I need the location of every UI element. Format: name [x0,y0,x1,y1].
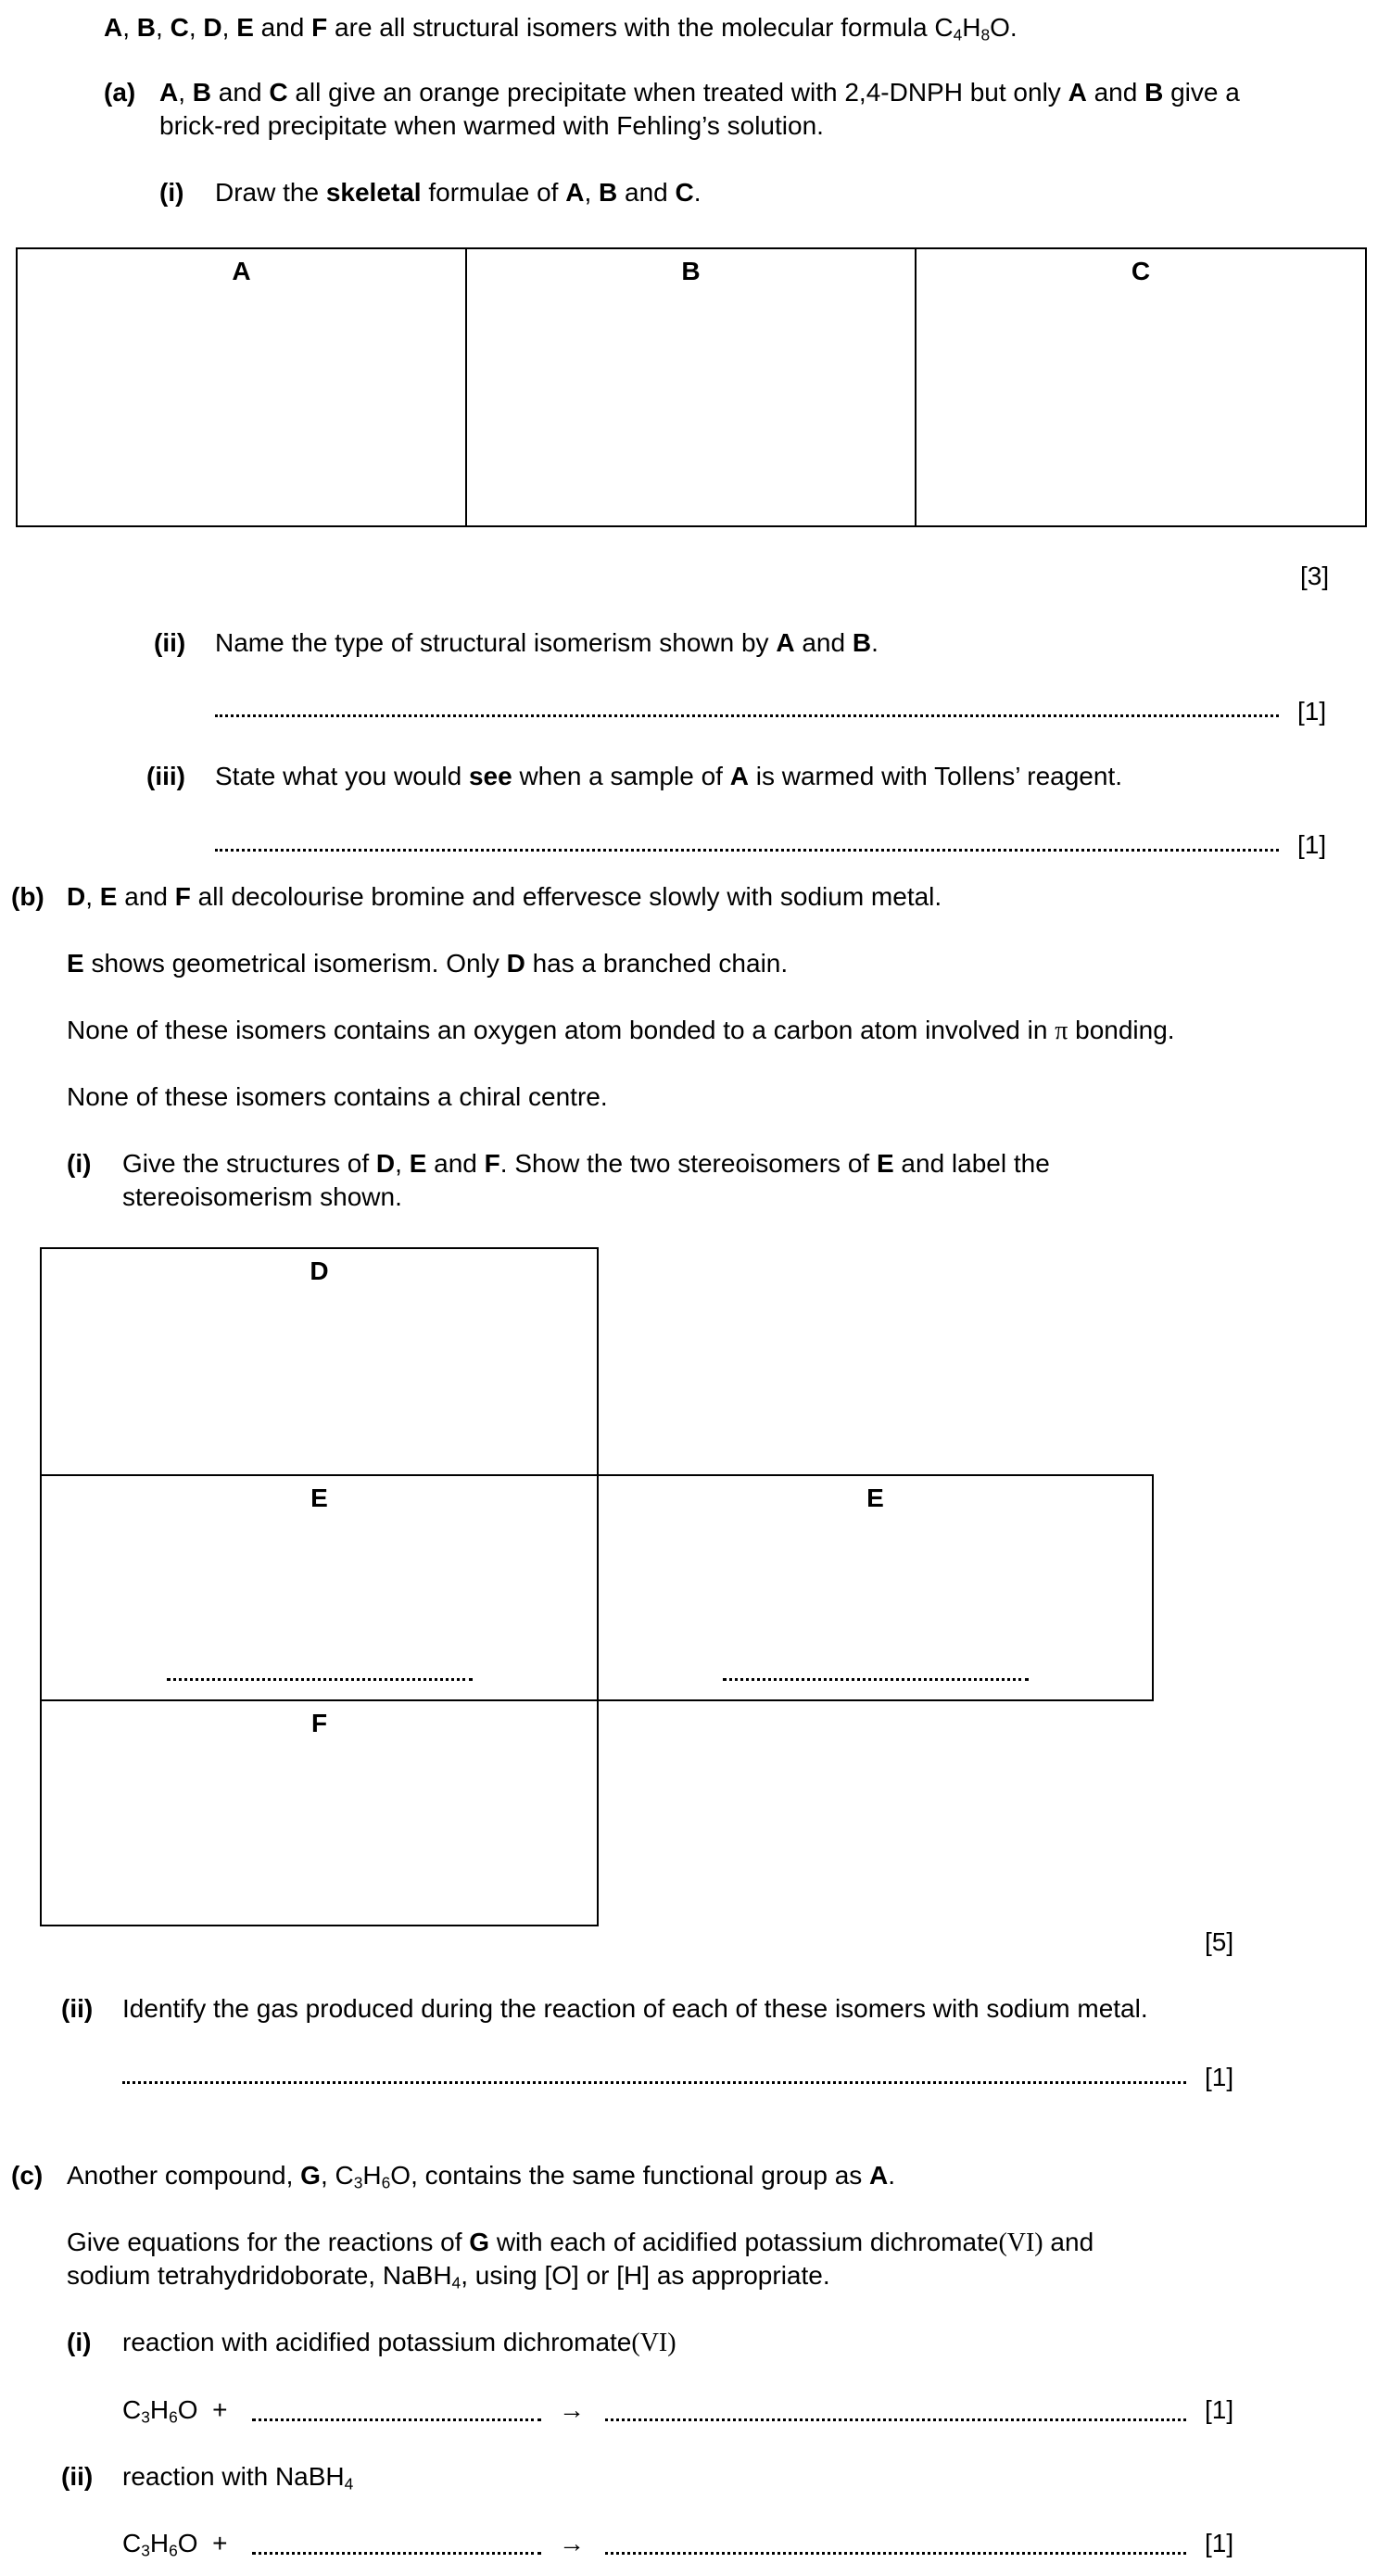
mark-a-i: [3] [1300,562,1330,590]
part-c-line2: Give equations for the reactions of G with each of acidified potassium dichromate(VI) and [67,2228,1094,2257]
mark-a-iii: [1] [1297,830,1327,859]
part-b-line4: None of these isomers contains a chiral centre. [67,1082,608,1111]
part-b-line1: D, E and F all decolourise bromine and effervesce slowly with sodium metal. [67,882,942,911]
equation-c-ii-reactant: $C_3H_6O$ + [122,2529,228,2560]
part-a-line1: A, B and C all give an orange precipitate when treated with 2,4-DNPH but only A and B give a [159,78,1240,107]
box-label-b: B [681,257,701,285]
answer-line-a-iii[interactable] [215,849,1279,852]
answer-line-c-ii-reagent[interactable] [252,2552,541,2555]
box-label-f: F [310,1709,328,1737]
mark-b-ii: [1] [1205,2063,1234,2091]
mark-c-i: [1] [1205,2395,1234,2424]
part-b-ii-question: Identify the gas produced during the reaction of each of these isomers with sodium metal. [122,1994,1148,2023]
mark-a-ii: [1] [1297,697,1327,726]
answer-line-c-i-product[interactable] [605,2418,1186,2421]
equation-c-i-reactant: $C_3H_6O$ + [122,2395,228,2427]
answer-box-c[interactable] [915,247,1367,527]
part-a-iii-label: (iii) [146,762,185,790]
answer-box-e1[interactable] [40,1474,599,1701]
box-label-c: C [1131,257,1151,285]
box-label-e1: E [310,1484,328,1512]
arrow-c-i: → [559,2395,585,2424]
part-b-i-label: (i) [67,1149,92,1178]
part-c-i-question: reaction with acidified potassium dichromate(VI) [122,2328,676,2357]
part-a-ii-label: (ii) [154,628,186,657]
part-a-label: (a) [104,78,136,107]
answer-line-c-i-reagent[interactable] [252,2418,541,2421]
answer-box-b[interactable] [465,247,917,527]
box-label-a: A [232,257,251,285]
intro-statement: A, B, C, D, E and F are all structural isomers with the molecular formula $C_4H_8O$. [104,13,1018,44]
answer-line-b-ii[interactable] [122,2081,1186,2084]
part-b-line3: None of these isomers contains an oxygen atom bonded to a carbon atom involved in π bonding. [67,1016,1175,1045]
stereo-label-line-e2[interactable] [723,1678,1029,1681]
part-a-i-label: (i) [159,178,184,207]
part-b-i-question-line2: stereoisomerism shown. [122,1182,402,1211]
answer-box-f[interactable] [40,1699,599,1926]
mark-b-i: [5] [1205,1927,1234,1956]
stereo-label-line-e1[interactable] [167,1678,473,1681]
part-c-line1: Another compound, G, $C_3H_6O$, contains the same functional group as A. [67,2161,896,2192]
part-a-i-question: Draw the skeletal formulae of A, B and C. [215,178,702,207]
part-a-ii-question: Name the type of structural isomerism shown by A and B. [215,628,879,657]
part-a-iii-question: State what you would see when a sample of A is warmed with Tollens’ reagent. [215,762,1123,790]
part-a-line2: brick-red precipitate when warmed with Fehling’s solution. [159,111,824,140]
answer-box-a[interactable] [16,247,467,527]
box-label-e2: E [866,1484,884,1512]
mark-c-ii: [1] [1205,2529,1234,2557]
arrow-c-ii: → [559,2529,585,2557]
answer-box-e2[interactable] [597,1474,1154,1701]
box-label-d: D [310,1256,329,1285]
part-c-ii-question: reaction with NaBH$_4$ [122,2462,354,2494]
answer-box-d[interactable] [40,1247,599,1476]
part-b-label: (b) [11,882,44,911]
part-c-i-label: (i) [67,2328,92,2356]
part-b-ii-label: (ii) [61,1994,94,2023]
part-b-line2: E shows geometrical isomerism. Only D has a branched chain. [67,949,789,978]
part-c-ii-label: (ii) [61,2462,94,2491]
part-b-i-question-line1: Give the structures of D, E and F. Show the two stereoisomers of E and label the [122,1149,1050,1178]
answer-line-c-ii-product[interactable] [605,2552,1186,2555]
part-c-line3: sodium tetrahydridoborate, NaBH$_4$, using [O] or [H] as appropriate. [67,2261,830,2292]
answer-line-a-ii[interactable] [215,714,1279,717]
part-c-label: (c) [11,2161,44,2190]
